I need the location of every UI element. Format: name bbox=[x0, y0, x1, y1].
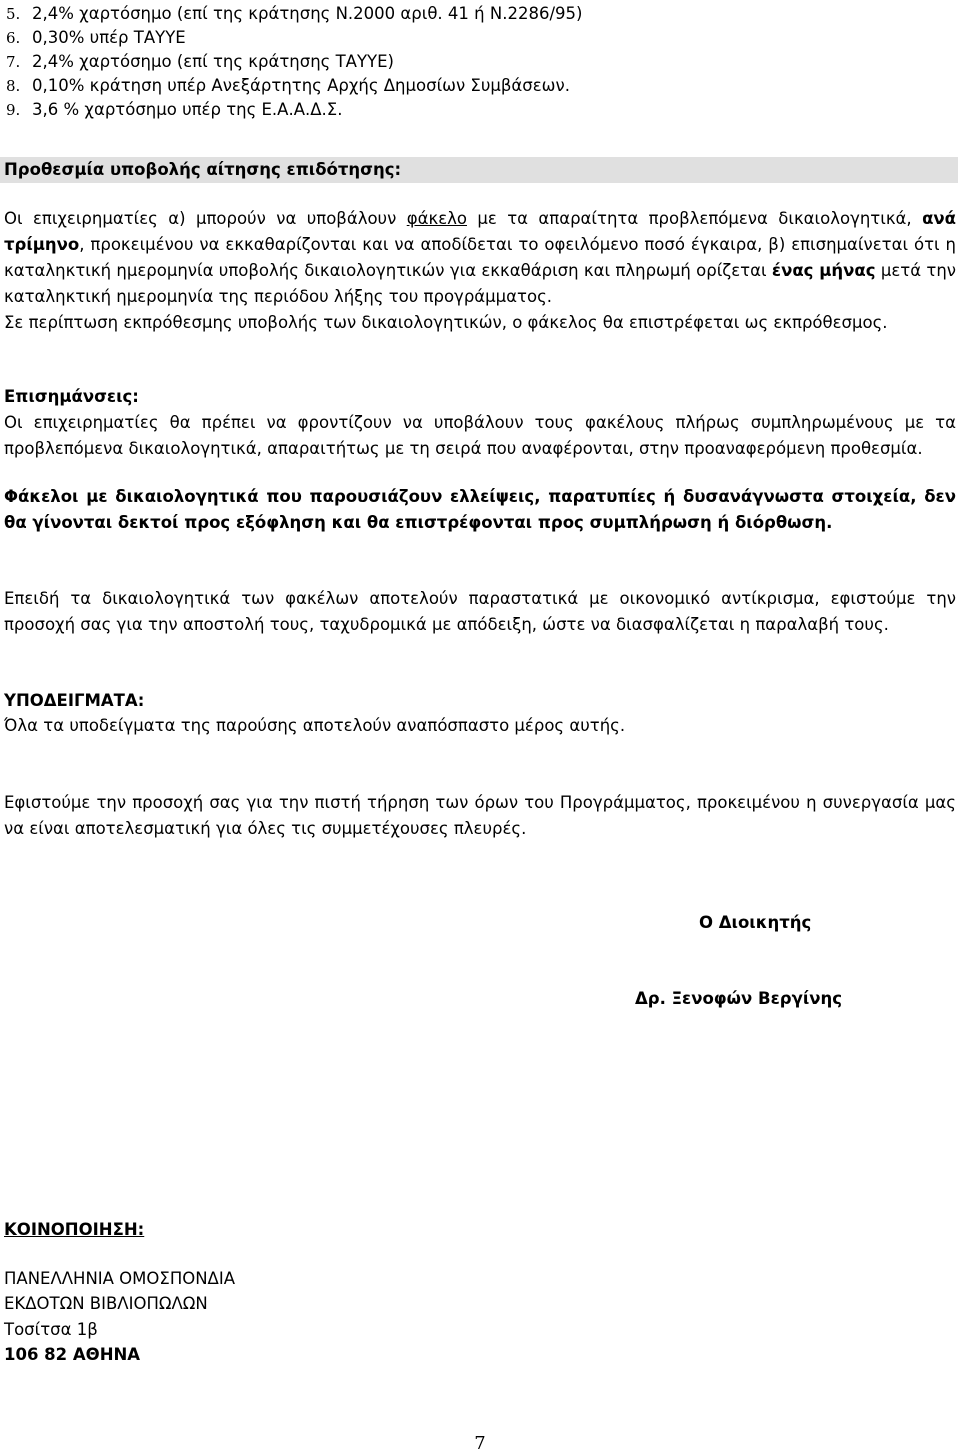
deductions-list bbox=[0, 2, 960, 122]
value-paragraph: Επειδή τα δικαιολογητικά των φακέλων αποτελούν παραστατικά με οικονομικό αντίκρισμα, εφιστούμε την προσοχή σας για την αποστολή τους, ταχυδρομικά με απόδειξη, ώστε να διασφαλίζεται η παραλαβή τους. bbox=[4, 589, 956, 634]
list-number: 5. bbox=[6, 5, 21, 23]
list-text: 3,6 % χαρτόσημο υπέρ της Ε.Α.Α.Δ.Σ. bbox=[32, 100, 343, 119]
cc-line: ΠΑΝΕΛΛΗΝΙΑ ΟΜΟΣΠΟΝΔΙΑ bbox=[4, 1269, 235, 1288]
list-text: 2,4% χαρτόσημο (επί της κράτησης Ν.2000 αριθ. 41 ή Ν.2286/95) bbox=[32, 4, 583, 23]
cc-line: ΕΚΔΟΤΩΝ ΒΙΒΛΙΟΠΩΛΩΝ bbox=[4, 1294, 208, 1313]
signature-name: Δρ. Ξενοφών Βεργίνης bbox=[635, 989, 843, 1008]
templates-heading: ΥΠΟΔΕΙΓΜΑΤΑ: bbox=[4, 691, 145, 710]
cc-line: 106 82 ΑΘΗΝΑ bbox=[4, 1345, 141, 1364]
list-text: 0,10% κράτηση υπέρ Ανεξάρτητης Αρχής Δημοσίων Συμβάσεων. bbox=[32, 76, 570, 95]
list-number: 9. bbox=[6, 101, 21, 119]
folder-term: φάκελο bbox=[406, 209, 467, 228]
templates-text: Όλα τα υποδείγματα της παρούσης αποτελούν αναπόσπαστο μέρος αυτής. bbox=[4, 716, 626, 735]
list-text: 0,30% υπέρ ΤΑΥΥΕ bbox=[32, 28, 186, 47]
list-item bbox=[0, 98, 960, 122]
signature-title: Ο Διοικητής bbox=[699, 913, 812, 932]
late-submission-paragraph: Σε περίπτωση εκπρόθεσμης υποβολής των δικαιολογητικών, ο φάκελος θα επιστρέφεται ως εκπρόθεσμος. bbox=[4, 313, 888, 332]
cc-heading: ΚΟΙΝΟΠΟΙΗΣΗ: bbox=[4, 1220, 145, 1239]
quarterly-term: ανά τρίμηνο bbox=[4, 209, 956, 254]
deadline-paragraph bbox=[4, 206, 956, 310]
list-text: 2,4% χαρτόσημο (επί της κράτησης ΤΑΥΥΕ) bbox=[32, 52, 394, 71]
text-run: μετά την καταληκτική ημερομηνία της περιόδου λήξης του προγράμματος. bbox=[4, 261, 956, 306]
deadline-heading: Προθεσμία υποβολής αίτησης επιδότησης: bbox=[0, 157, 958, 183]
list-number: 8. bbox=[6, 77, 21, 95]
list-number: 7. bbox=[6, 53, 21, 71]
text-run: Οι επιχειρηματίες α) μπορούν να υποβάλουν bbox=[4, 209, 407, 228]
text-run: με τα απαραίτητα προβλεπόμενα δικαιολογητικά, bbox=[466, 209, 923, 228]
list-item bbox=[0, 50, 960, 74]
list-item bbox=[0, 26, 960, 50]
notes-warning-paragraph: Φάκελοι με δικαιολογητικά που παρουσιάζουν ελλείψεις, παρατυπίες ή δυσανάγνωστα στοιχεία, δεν θα γίνονται δεκτοί προς εξόφληση και θα επιστρέφονται προς συμπλήρωση ή διόρθωση. bbox=[4, 487, 956, 532]
cc-line: Τοσίτσα 1β bbox=[4, 1320, 98, 1339]
one-month-term: ένας μήνας bbox=[771, 261, 876, 280]
list-item bbox=[0, 2, 960, 26]
notes-paragraph: Οι επιχειρηματίες θα πρέπει να φροντίζουν να υποβάλουν τους φακέλους πλήρως συμπληρωμένους με τα προβλεπόμενα δικαιολογητικά, απαραιτήτως με τη σειρά που αναφέρονται, στην προαναφερόμενη προθεσμία. bbox=[4, 413, 956, 458]
text-run: , προκειμένου να εκκαθαρίζονται και να αποδίδεται το οφειλόμενο ποσό έγκαιρα, β) επισημαίνεται ότι η καταληκτική ημερομηνία υποβολής δικαιολογητικών για εκκαθάριση και πληρωμή ορίζεται bbox=[4, 235, 956, 280]
notes-heading: Επισημάνσεις: bbox=[4, 387, 139, 406]
page-number: 7 bbox=[474, 1433, 486, 1454]
closing-paragraph: Εφιστούμε την προσοχή σας για την πιστή τήρηση των όρων του Προγράμματος, προκειμένου η συνεργασία μας να είναι αποτελεσματική για όλες τις συμμετέχουσες πλευρές. bbox=[4, 793, 956, 838]
list-item bbox=[0, 74, 960, 98]
list-number: 6. bbox=[6, 29, 21, 47]
